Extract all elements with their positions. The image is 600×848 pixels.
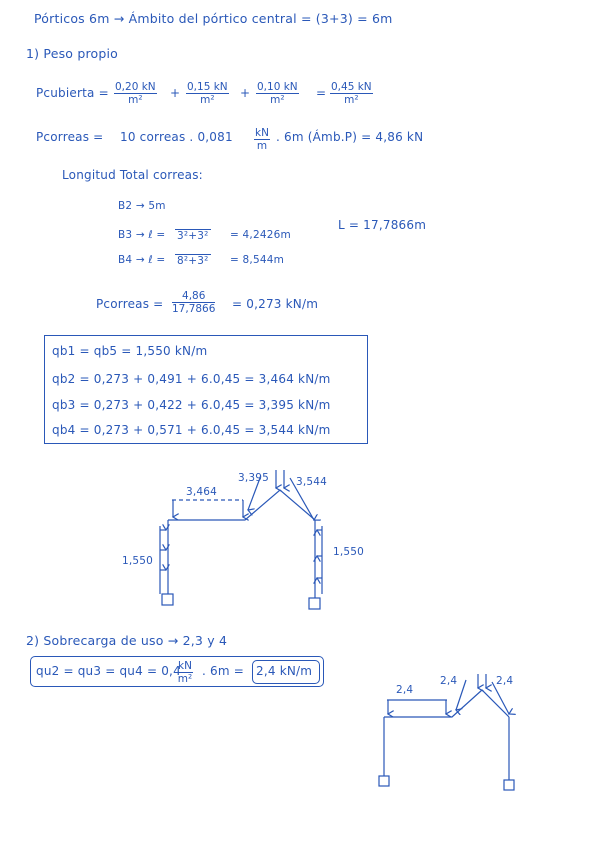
pcubierta-term-2: $\frac{0,15 kN}{\text{m²}}$ — [187, 81, 228, 106]
frame2-load-mid: 2,4 — [440, 675, 458, 687]
pcorreas-dist-label: Pcorreas = — [96, 297, 164, 311]
b3-radicand: 3²+3² — [177, 230, 209, 242]
pcorreas-result: . 6m (Ámb.P) = 4,86 kN — [276, 130, 424, 144]
pcorreas-dist-fraction: $\frac{4,86}{17,7866}$ — [172, 290, 216, 315]
pcorreas-label: Pcorreas = — [36, 130, 104, 144]
b3-length-value: = 4,2426m — [230, 229, 291, 241]
section-1-title: 1) Peso propio — [26, 46, 119, 61]
load-qb4: qb4 = 0,273 + 0,571 + 6.0,45 = 3,544 kN/m — [52, 423, 331, 437]
frame1-beam-mid-load: 3,395 — [238, 472, 270, 484]
pcorreas-unit: $\frac{kN}{m}$ — [255, 127, 269, 152]
frame1-col-left-load: 1,550 — [122, 555, 154, 567]
b4-length-value: = 8,544m — [230, 254, 285, 266]
b4-radicand: 8²+3² — [177, 255, 209, 267]
live-load-mid: . 6m = — [202, 664, 245, 678]
frame1-beam-right-load: 3,544 — [296, 476, 328, 488]
pcorreas-expr: 10 correas . 0,081 — [120, 130, 233, 144]
live-load-unit: $\frac{kN}{\text{m²}}$ — [177, 660, 193, 685]
pcubierta-label: Pcubierta = — [36, 86, 109, 100]
live-load-result: 2,4 kN/m — [256, 664, 313, 678]
plus-sign: + — [240, 86, 251, 100]
equals-sign: = — [316, 86, 327, 100]
pcubierta-result: $\frac{0,45 kN}{\text{m²}}$ — [331, 81, 372, 106]
frame2-load-left: 2,4 — [396, 684, 414, 696]
pcubierta-term-1: $\frac{0,20 kN}{\text{m²}}$ — [115, 81, 156, 106]
load-qb1-qb5: qb1 = qb5 = 1,550 kN/m — [52, 344, 208, 358]
page-header: Pórticos 6m → Ámbito del pórtico central = (3+3) = 6m — [34, 11, 393, 26]
frame2-load-right: 2,4 — [496, 675, 514, 687]
live-load-expr: qu2 = qu3 = qu4 = 0,4 — [36, 664, 181, 678]
frame1-beam-left-load: 3,464 — [186, 486, 218, 498]
total-length: L = 17,7866m — [338, 218, 427, 232]
b4-length-label: B4 → ℓ = — [118, 254, 166, 266]
pcorreas-dist-result: = 0,273 kN/m — [232, 297, 319, 311]
b2-length: B2 → 5m — [118, 200, 166, 212]
load-qb3: qb3 = 0,273 + 0,422 + 6.0,45 = 3,395 kN/m — [52, 398, 331, 412]
frame1-col-right-load: 1,550 — [333, 546, 365, 558]
b3-length-label: B3 → ℓ = — [118, 229, 166, 241]
plus-sign: + — [170, 86, 181, 100]
section-2-title: 2) Sobrecarga de uso → 2,3 y 4 — [26, 633, 228, 648]
longitud-title: Longitud Total correas: — [62, 168, 203, 182]
pcubierta-term-3: $\frac{0,10 kN}{\text{m²}}$ — [257, 81, 298, 106]
load-qb2: qb2 = 0,273 + 0,491 + 6.0,45 = 3,464 kN/m — [52, 372, 331, 386]
